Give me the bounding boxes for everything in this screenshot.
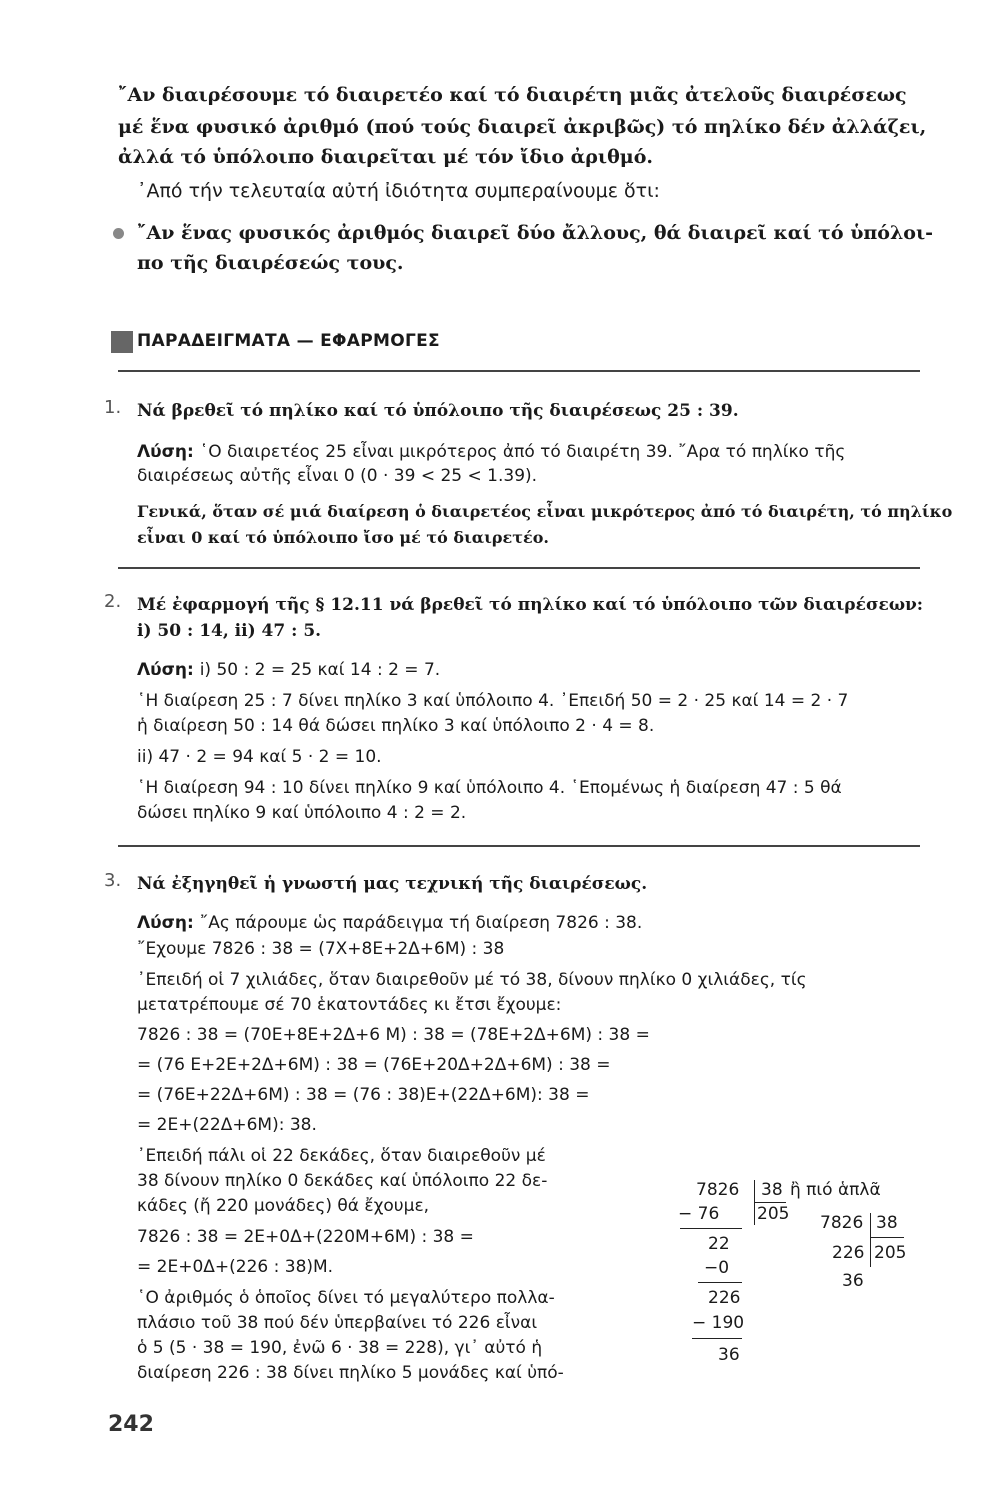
example-3-line-4: μετατρέπουμε σέ 70 ἑκατοντάδες κι ἔτσι ἔχουμε: [137,995,562,1015]
example-3-line-2: ῎Εχουμε 7826 : 38 = (7X+8E+2Δ+6M) : 38 [137,939,505,959]
example-3-line-10: 38 δίνουν πηλίκο 0 δεκάδες καί ὑπόλοιπο 22 δε- [137,1171,548,1191]
example-2-solution-6: δώσει πηλίκο 9 καί ὑπόλοιπο 4 : 2 = 2. [137,803,467,823]
quotient: 205 [757,1204,790,1224]
example-3-title: Νά ἐξηγηθεῖ ἡ γνωστή μας τεχνική τῆς διαιρέσεως. [137,874,648,894]
example-3-line-16: ὁ 5 (5 · 38 = 190, ἐνῶ 6 · 38 = 228), γι᾿ αὐτό ἡ [137,1338,543,1358]
divider-horizontal [870,1237,904,1238]
divider [118,370,920,372]
step-3: −0 [704,1258,730,1278]
divider [118,845,920,847]
intro-line-3: ἀλλά τό ὑπόλοιπο διαιρεῖται μέ τόν ἴδιο ἀριθμό. [118,146,653,168]
subtract-line [698,1282,742,1283]
example-number-2: 2. [104,591,122,612]
example-2-solution-1 [137,659,927,681]
step-4: 226 [708,1288,741,1308]
page-number: 242 [108,1412,154,1437]
text: ῾Ο διαιρετέος 25 εἶναι μικρότερος ἀπό τό διαιρέτη 39. ῎Αρα τό πηλίκο τῆς [199,442,846,462]
example-number-3: 3. [104,870,122,891]
section-square-icon [111,331,133,353]
example-3-line-12: 7826 : 38 = 2E+0Δ+(220M+6M) : 38 = [137,1227,474,1247]
simple-divisor: 38 [876,1213,898,1233]
example-3-line-3: ᾿Επειδή οἱ 7 χιλιάδες, ὅταν διαιρεθοῦν μέ τό 38, δίνουν πηλίκο 0 χιλιάδες, τίς [137,970,807,990]
dividend: 7826 [696,1180,740,1200]
example-2-title-2: i) 50 : 14, ii) 47 : 5. [137,621,322,641]
solution-label: Λύση: [137,442,200,462]
section-heading: ΠΑΡΑΔΕΙΓΜΑΤΑ — ΕΦΑΡΜΟΓΕΣ [137,331,440,351]
solution-label: Λύση: [137,660,200,680]
example-1-title: Νά βρεθεῖ τό πηλίκο καί τό ὑπόλοιπο τῆς διαιρέσεως 25 : 39. [137,401,739,421]
solution-label: Λύση: [137,913,200,933]
example-1-general-2: εἶναι 0 καί τό ὑπόλοιπο ἴσο μέ τό διαιρετέο. [137,528,549,547]
text: ῎Ας πάρουμε ὡς παράδειγμα τή διαίρεση 7826 : 38. [199,913,643,933]
rule-line-2: πο τῆς διαιρέσεώς τους. [137,252,404,274]
example-2-solution-2: ῾Η διαίρεση 25 : 7 δίνει πηλίκο 3 καί ὑπόλοιπο 4. ᾿Επειδή 50 = 2 · 25 καί 14 = 2 · 7 [137,691,849,711]
divider-vertical [870,1213,871,1267]
example-3-line-8: = 2E+(22Δ+6M): 38. [137,1115,317,1135]
example-2-solution-3: ἡ διαίρεση 50 : 14 θά δώσει πηλίκο 3 καί ὑπόλοιπο 2 · 4 = 8. [137,716,655,736]
example-3-line-13: = 2E+0Δ+(226 : 38)M. [137,1257,334,1277]
step-5: − 190 [692,1313,745,1333]
example-3-line-11: κάδες (ἤ 220 μονάδες) θά ἔχουμε, [137,1196,430,1216]
intro-line-2: μέ ἕνα φυσικό ἀριθμό (πού τούς διαιρεῖ ἀκριβῶς) τό πηλίκο δέν ἀλλάζει, [118,116,927,138]
step-2: 22 [708,1234,730,1254]
example-3-line-14: ῾Ο ἀριθμός ὁ ὁποῖος δίνει τό μεγαλύτερο πολλα- [137,1288,555,1308]
step-1: − 76 [678,1204,720,1224]
example-2-solution-5: ῾Η διαίρεση 94 : 10 δίνει πηλίκο 9 καί ὑπόλοιπο 4. ῾Επομένως ἡ διαίρεση 47 : 5 θά [137,778,842,798]
example-3-line-17: διαίρεση 226 : 38 δίνει πηλίκο 5 μονάδες καί ὑπό- [137,1363,564,1383]
example-1-solution-1 [137,441,927,463]
step-6: 36 [718,1345,740,1365]
intro-line-1: ῎Αν διαιρέσουμε τό διαιρετέο καί τό διαιρέτη μιᾶς ἀτελοῦς διαιρέσεως [118,84,907,106]
example-2-title-1: Μέ ἐφαρμογή τῆς § 12.11 νά βρεθεῖ τό πηλίκο καί τό ὑπόλοιπο τῶν διαιρέσεων: [137,595,924,615]
example-3-line-1 [137,912,927,934]
divider [118,567,920,569]
simpler-note: ἢ πιό ἁπλᾶ [790,1180,881,1200]
subtract-line [680,1228,742,1229]
simple-remainder: 36 [842,1271,864,1291]
example-3-line-5: 7826 : 38 = (70E+8E+2Δ+6 M) : 38 = (78E+2Δ+6M) : 38 = [137,1025,650,1045]
simple-dividend: 7826 [820,1213,864,1233]
rule-line-1: ῎Αν ἕνας φυσικός ἀριθμός διαιρεῖ δύο ἄλλους, θά διαιρεῖ καί τό ὑπόλοι- [137,222,934,244]
example-3-line-15: πλάσιο τοῦ 38 πού δέν ὑπερβαίνει τό 226 εἶναι [137,1313,538,1333]
conclusion-lead: ᾿Από τήν τελευταία αὐτή ἰδιότητα συμπεραίνουμε ὅτι: [137,180,660,202]
example-3-line-9: ᾿Επειδή πάλι οἱ 22 δεκάδες, ὅταν διαιρεθοῦν μέ [137,1146,546,1166]
text: i) 50 : 2 = 25 καί 14 : 2 = 7. [199,660,441,680]
example-1-solution-2: διαιρέσεως αὐτῆς εἶναι 0 (0 · 39 < 25 < 1.39). [137,466,538,486]
example-2-solution-4: ii) 47 · 2 = 94 καί 5 · 2 = 10. [137,747,382,767]
example-3-line-7: = (76E+22Δ+6M) : 38 = (76 : 38)E+(22Δ+6M): 38 = [137,1085,590,1105]
bullet-icon [113,228,124,239]
simple-step: 226 [832,1243,865,1263]
simple-quotient: 205 [874,1243,907,1263]
example-3-line-6: = (76 E+2E+2Δ+6M) : 38 = (76E+20Δ+2Δ+6M) : 38 = [137,1055,611,1075]
example-1-general-1: Γενικά, ὅταν σέ μιά διαίρεση ὁ διαιρετέος εἶναι μικρότερος ἀπό τό διαιρέτη, τό πηλίκο [137,502,953,521]
example-number-1: 1. [104,397,122,418]
subtract-line [692,1338,742,1339]
divider-horizontal [754,1202,786,1203]
divisor: 38 [761,1180,783,1200]
